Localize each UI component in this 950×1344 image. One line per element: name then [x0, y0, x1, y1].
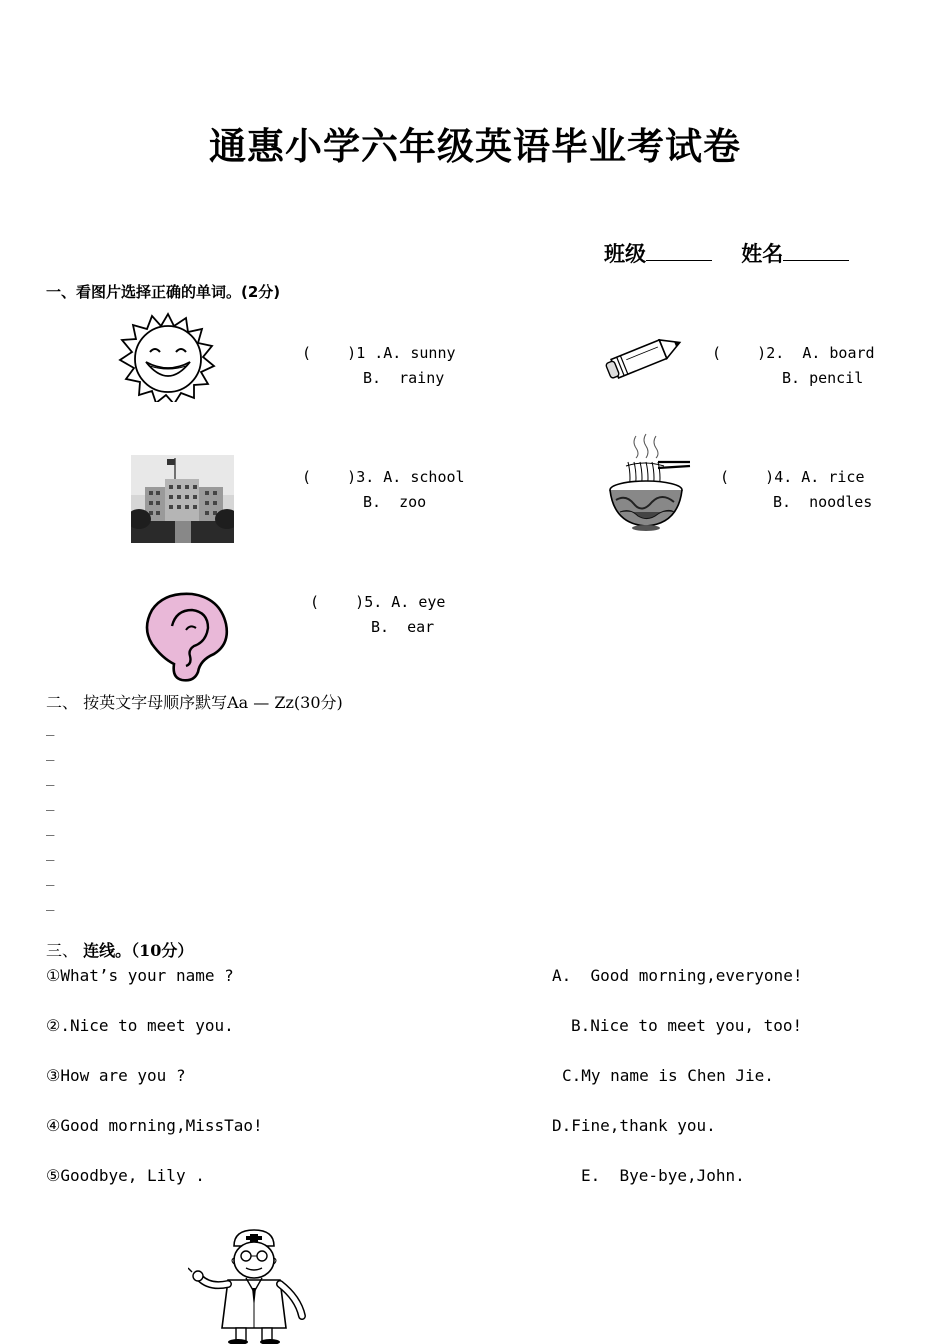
option-b: zoo	[399, 493, 427, 511]
question-number: 1 .A.	[356, 344, 402, 362]
question-3	[302, 468, 465, 486]
section1-heading: 一、看图片选择正确的单词。(2分)	[46, 283, 281, 301]
right-item: E. Bye-bye,John.	[581, 1166, 745, 1185]
question-2	[712, 344, 875, 362]
noodles-bowl-icon	[604, 432, 692, 532]
left-item: ②.Nice to meet you.	[46, 1016, 234, 1035]
question-5-option-b	[371, 618, 434, 636]
question-1	[302, 344, 456, 362]
writing-line[interactable]: _	[46, 795, 55, 811]
section3-prefix: 三、	[46, 941, 84, 960]
question-5	[310, 593, 445, 611]
answer-paren[interactable]: ( )	[302, 468, 357, 486]
writing-line[interactable]: _	[46, 845, 55, 861]
answer-paren[interactable]: ( )	[720, 468, 775, 486]
pencil-icon	[604, 326, 688, 384]
left-item: ①What’s your name ?	[46, 966, 234, 985]
class-name-line	[604, 238, 849, 268]
writing-line[interactable]: _	[46, 720, 55, 736]
option-b-label: B.	[363, 369, 382, 387]
right-item: C.My name is Chen Jie.	[562, 1066, 774, 1085]
answer-paren[interactable]: ( )	[712, 344, 767, 362]
class-blank[interactable]	[646, 240, 712, 261]
question-number: 4.	[774, 468, 793, 486]
left-item: ③How are you ?	[46, 1066, 186, 1085]
question-4	[720, 468, 865, 486]
name-label: 姓名	[741, 242, 784, 266]
option-b: ear	[407, 618, 435, 636]
option-a-label: A.	[802, 344, 821, 362]
question-number: 2.	[766, 344, 785, 362]
option-b-label: B.	[782, 369, 801, 387]
answer-paren[interactable]: ( )	[302, 344, 357, 362]
right-item: B.Nice to meet you, too!	[571, 1016, 803, 1035]
option-b: rainy	[399, 369, 445, 387]
sun-icon	[116, 312, 220, 402]
option-a-label: A.	[391, 593, 410, 611]
section2-heading: 二、 按英文字母顺序默写Aa — Zz(30分)	[46, 693, 343, 712]
left-item: ⑤Goodbye, Lily .	[46, 1166, 205, 1185]
writing-line[interactable]: _	[46, 770, 55, 786]
option-b: noodles	[809, 493, 873, 511]
writing-line[interactable]: _	[46, 820, 55, 836]
left-item: ④Good morning,MissTao!	[46, 1116, 263, 1135]
option-a-label: A.	[801, 468, 820, 486]
option-b: pencil	[809, 369, 864, 387]
section3-title: 连线。（10分）	[83, 941, 194, 960]
option-b-label: B.	[363, 493, 382, 511]
option-b-label: B.	[371, 618, 390, 636]
right-item: A. Good morning,everyone!	[552, 966, 803, 985]
writing-line[interactable]: _	[46, 870, 55, 886]
school-building-photo	[131, 455, 234, 543]
option-a: school	[410, 468, 465, 486]
class-label: 班级	[604, 242, 646, 266]
question-3-option-b	[363, 493, 426, 511]
writing-line[interactable]: _	[46, 745, 55, 761]
option-a: board	[829, 344, 875, 362]
question-number: 3.	[356, 468, 375, 486]
page-title: 通惠小学六年级英语毕业考试卷	[209, 124, 741, 168]
question-1-option-b	[363, 369, 444, 387]
writing-line[interactable]: _	[46, 895, 55, 911]
option-a: rice	[828, 468, 865, 486]
doctor-icon	[188, 1228, 316, 1344]
option-a: sunny	[410, 344, 456, 362]
option-b-label: B.	[773, 493, 792, 511]
right-item: D.Fine,thank you.	[552, 1116, 716, 1135]
answer-paren[interactable]: ( )	[310, 593, 365, 611]
option-a: eye	[418, 593, 446, 611]
question-2-option-b	[782, 369, 863, 387]
ear-icon	[142, 590, 234, 682]
section3-heading	[46, 938, 193, 961]
question-4-option-b	[773, 493, 872, 511]
question-number: 5.	[364, 593, 383, 611]
option-a-label: A.	[383, 468, 402, 486]
name-blank[interactable]	[783, 240, 849, 261]
